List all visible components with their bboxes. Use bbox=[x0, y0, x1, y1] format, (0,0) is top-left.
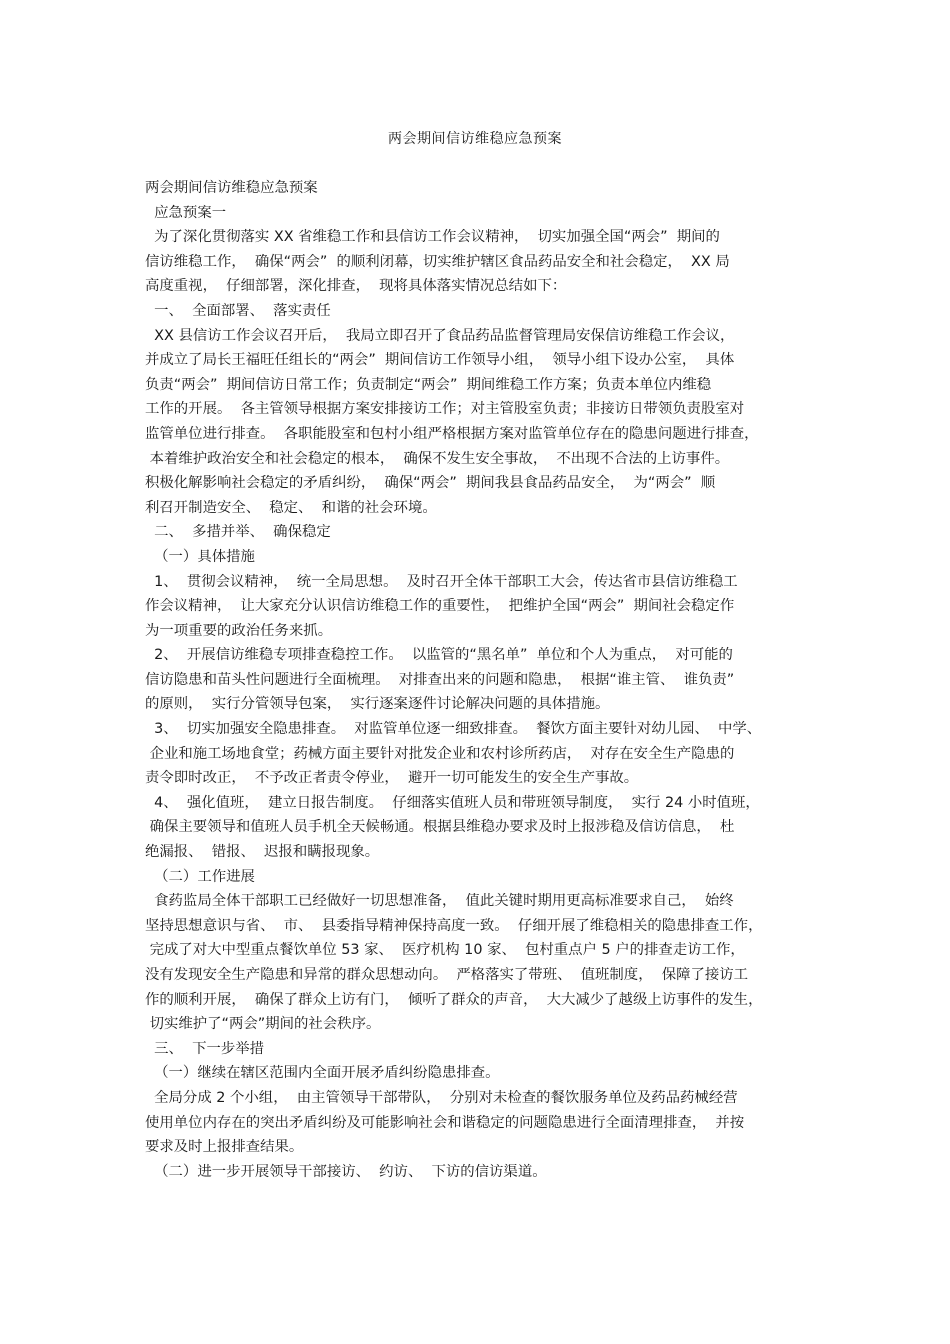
text-line: 没有发现安全生产隐患和异常的群众思想动向。 严格落实了带班、 值班制度， 保障了接访工 bbox=[145, 967, 749, 983]
text-line: （二）工作进展 bbox=[145, 868, 255, 885]
text-line: 三、 下一步举措 bbox=[145, 1040, 265, 1057]
text-line: 工作的开展。 各主管领导根据方案安排接访工作；对主管股室负责；非接访日带领负责股室对 bbox=[145, 401, 745, 418]
text-line: XX 县信访工作会议召开后， 我局立即召开了食品药品监督管理局安保信访维稳工作会议， bbox=[145, 327, 735, 344]
text-line: （一）具体措施 bbox=[145, 548, 255, 565]
text-line: 积极化解影响社会稳定的矛盾纠纷， 确保“两会” 期间我县食品药品安全， 为“两会” 顺 bbox=[145, 475, 716, 492]
text-line: 信访维稳工作， 确保“两会” 的顺利闭幕，切实维护辖区食品药品安全和社会稳定， XX 局 bbox=[145, 253, 730, 270]
text-line: （二）进一步开展领导干部接访、 约访、 下访的信访渠道。 bbox=[145, 1163, 547, 1180]
text-line: 1、 贯彻会议精神， 统一全局思想。 及时召开全体干部职工大会，传达省市县信访维稳工 bbox=[145, 573, 738, 590]
text-line: 信访隐患和苗头性问题进行全面梳理。 对排查出来的问题和隐患， 根据“谁主管、 谁负责” bbox=[145, 671, 735, 688]
text-line: 使用单位内存在的突出矛盾纠纷及可能影响社会和谐稳定的问题隐患进行全面清理排查， 并按 bbox=[145, 1114, 745, 1131]
text-line: 切实维护了“两会”期间的社会秩序。 bbox=[145, 1016, 381, 1033]
text-line: 作会议精神， 让大家充分认识信访维稳工作的重要性， 把维护全国“两会” 期间社会稳定作 bbox=[145, 598, 735, 615]
text-line: 要求及时上报排查结果。 bbox=[145, 1139, 304, 1156]
text-line: 食药监局全体干部职工已经做好一切思想准备， 值此关键时期用更高标准要求自己， 始终 bbox=[145, 893, 734, 910]
text-line: 监管单位进行排查。 各职能股室和包村小组严格根据方案对监管单位存在的隐患问题进行排查， bbox=[145, 425, 759, 442]
text-line: 的原则， 实行分管领导包案， 实行逐案逐件讨论解决问题的具体措施。 bbox=[145, 696, 610, 713]
text-line: 负责“两会” 期间信访日常工作；负责制定“两会” 期间维稳工作方案；负责本单位内维稳 bbox=[145, 376, 712, 393]
text-line: 坚持思想意识与省、 市、 县委指导精神保持高度一致。 仔细开展了维稳相关的隐患排查工作， bbox=[145, 917, 763, 934]
text-line: 一、 全面部署、 落实责任 bbox=[145, 302, 331, 319]
text-line: 为了深化贯彻落实 XX 省维稳工作和县信访工作会议精神， 切实加强全国“两会” 期间的 bbox=[145, 229, 720, 246]
text-line: 本着维护政治安全和社会稳定的根本， 确保不发生安全事故， 不出现不合法的上访事件。 bbox=[145, 450, 730, 467]
text-line: （一）继续在辖区范围内全面开展矛盾纠纷隐患排查。 bbox=[145, 1065, 500, 1082]
document-body bbox=[145, 176, 825, 1184]
text-line: 高度重视， 仔细部署，深化排查， 现将具体落实情况总结如下： bbox=[145, 278, 567, 295]
text-line: 责令即时改正， 不予改正者责令停业， 避开一切可能发生的安全生产事故。 bbox=[145, 770, 639, 787]
text-line: 4、 强化值班， 建立日报告制度。 仔细落实值班人员和带班领导制度， 实行 24 小时值班， bbox=[145, 794, 760, 811]
text-line: 并成立了局长王福旺任组长的“两会” 期间信访工作领导小组， 领导小组下设办公室， 具体 bbox=[145, 352, 735, 369]
text-line: 确保主要领导和值班人员手机全天候畅通。根据县维稳办要求及时上报涉稳及信访信息， 杜 bbox=[145, 819, 735, 836]
text-line: 二、 多措并举、 确保稳定 bbox=[145, 524, 331, 541]
text-line: 完成了对大中型重点餐饮单位 53 家、 医疗机构 10 家、 包村重点户 5 户的排查走访工作， bbox=[145, 942, 745, 959]
text-line: 绝漏报、 错报、 迟报和瞒报现象。 bbox=[145, 844, 380, 861]
text-line: 3、 切实加强安全隐患排查。 对监管单位逐一细致排查。 餐饮方面主要针对幼儿园、 中学、 bbox=[145, 721, 762, 738]
page-title: 两会期间信访维稳应急预案 bbox=[388, 131, 562, 147]
text-line: 两会期间信访维稳应急预案 bbox=[145, 180, 318, 196]
text-line: 利召开制造安全、 稳定、 和谐的社会环境。 bbox=[145, 499, 437, 516]
text-line: 作的顺利开展， 确保了群众上访有门， 倾听了群众的声音， 大大减少了越级上访事件的发生， bbox=[145, 991, 763, 1008]
text-line: 2、 开展信访维稳专项排查稳控工作。 以监管的“黑名单” 单位和个人为重点， 对可能的 bbox=[145, 647, 733, 664]
text-line: 企业和施工场地食堂；药械方面主要针对批发企业和农村诊所药店， 对存在安全生产隐患的 bbox=[145, 745, 735, 762]
text-line: 全局分成 2 个小组， 由主管领导干部带队， 分别对未检查的餐饮服务单位及药品药械经营 bbox=[145, 1089, 738, 1106]
text-line: 为一项重要的政治任务来抓。 bbox=[145, 622, 333, 639]
text-line: 应急预案一 bbox=[145, 204, 227, 221]
